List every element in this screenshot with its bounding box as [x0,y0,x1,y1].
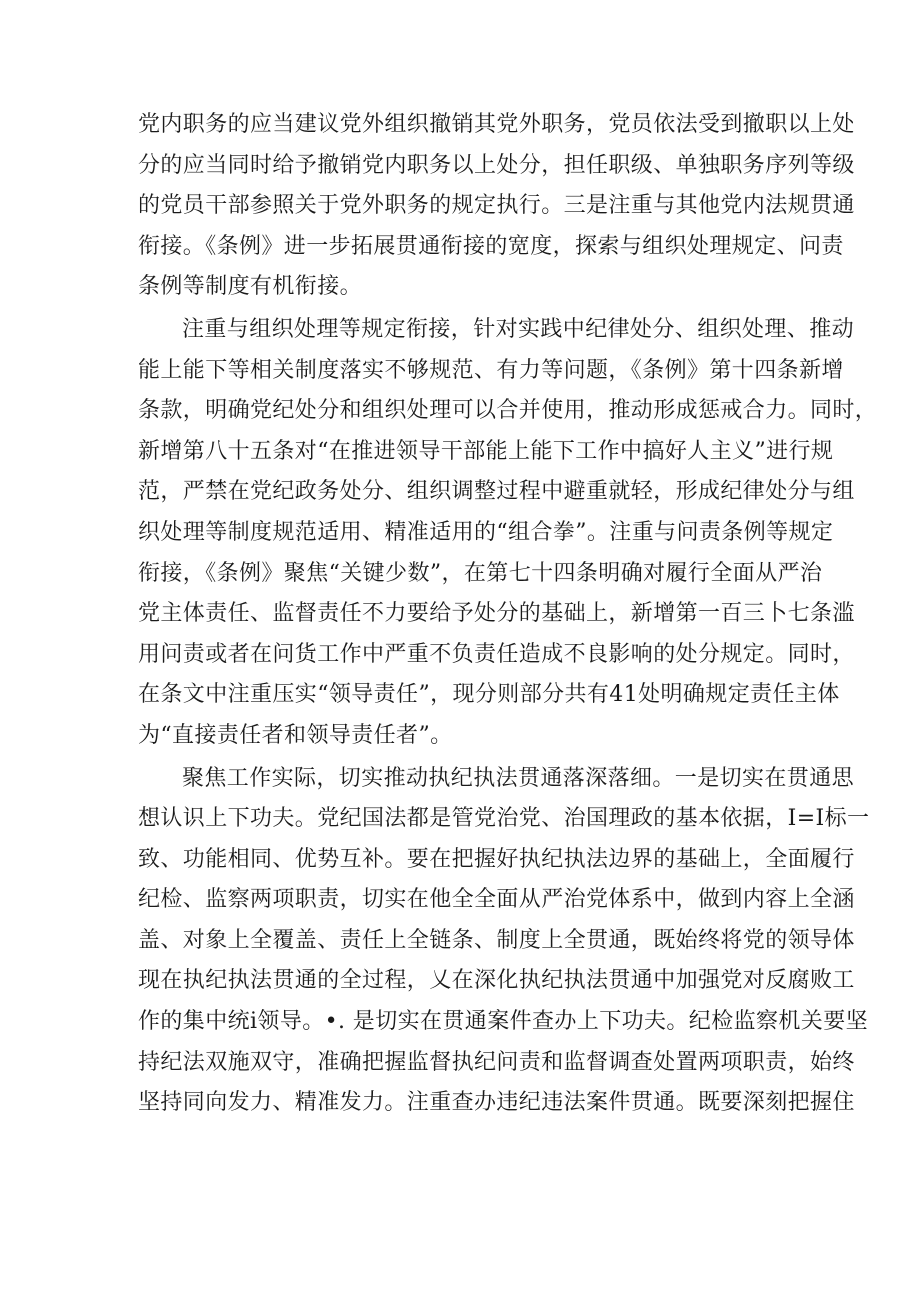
text-line: 注重与组织处理等规定衔接，针对实践中纪律处分、组织处理、推动 [182,316,855,342]
text-line: 党内职务的应当建议党外组织撤销其党外职务，党员依法受到撤职以上处 [138,112,855,137]
text-line: 党主体责任、监督责任不力要给予处分的基础上，新增第一百三卜七条滥 [138,601,855,627]
text-line: 范，严禁在党纪政务处分、组织调整过程中避重就轻，形成纪律处分与组 [138,479,855,505]
text-line: 能上能下等相关制度落实不够规范、有力等问题，《条例》第十四条新增 [138,357,844,383]
text-line: 纪检、监察两项职责，切实在他全全面从严治党体系中，做到内容上全涵 [138,887,855,913]
paragraph [138,759,870,1124]
text-line: 想认识上下功夫。党纪国法都是管党治党、治国理政的基本依据，I=I标一 [138,806,870,832]
text-line: 条款，明确党纪处分和组织处理可以合并使用，推动形成惩戒合力。同时， [138,398,878,424]
text-line: 织处理等制度规范适用、精准适用的“组合拳”。注重与问责条例等规定 [138,519,834,545]
text-line: 盖、对象上全覆盖、责任上全链条、制度上全贯通，既始终将党的领导体 [138,927,855,953]
text-line: 持纪法双施双守，准确把握监督执纪问责和监督调查处置两项职责，始终 [138,1049,855,1075]
text-line: 坚持同向发力、精准发力。注重查办违纪违法案件贯通。既要深刻把握住 [138,1090,855,1116]
text-line: 在条文中注重压实“领导责任”，现分则部分共有41处明确规定责任主体 [138,682,840,708]
text-line: 衔接。《条例》进一步拓展贯通衔接的宽度，探索与组织处理规定、问责 [138,233,844,259]
text-line: 的党员干部参照关于党外职务的规定执行。三是注重与其他党内法规贯通 [138,193,855,219]
text-line: 致、功能相同、优势互补。要在把握好执纪执法边界的基础上，全面履行 [138,846,855,872]
text-line: 现在执纪执法贯通的全过程，乂在深化执纪执法贯通中加强党对反腐败工 [138,968,855,994]
text-line: 条例等制度有机衔接。 [138,274,363,300]
paragraph [138,105,855,308]
text-line: 为“直接责任者和领导责任者”。 [138,722,453,748]
text-line: 新增第八十五条对“在推进领导干部能上能下工作中搞好人主义”进行规 [138,438,834,464]
text-line: 分的应当同时给予撤销党内职务以上处分，担任职级、单独职务序列等级 [138,152,855,178]
text-line: 作的集中统i领导。•. 是切实在贯通案件查办上下功夫。纪检监察机关要坚 [138,1009,869,1035]
text-line: 聚焦工作实际，切实推动执纪执法贯通落深落细。一是切实在贯通思 [182,765,855,791]
text-line: 用问责或者在问货工作中严重不负责任造成不良影响的处分规定。同时， [138,641,855,667]
document-body [138,105,878,1124]
text-line: 衔接，《条例》聚焦“关键少数”，在第七十四条明确对履行全面从严治 [138,560,823,586]
paragraph [138,310,878,757]
